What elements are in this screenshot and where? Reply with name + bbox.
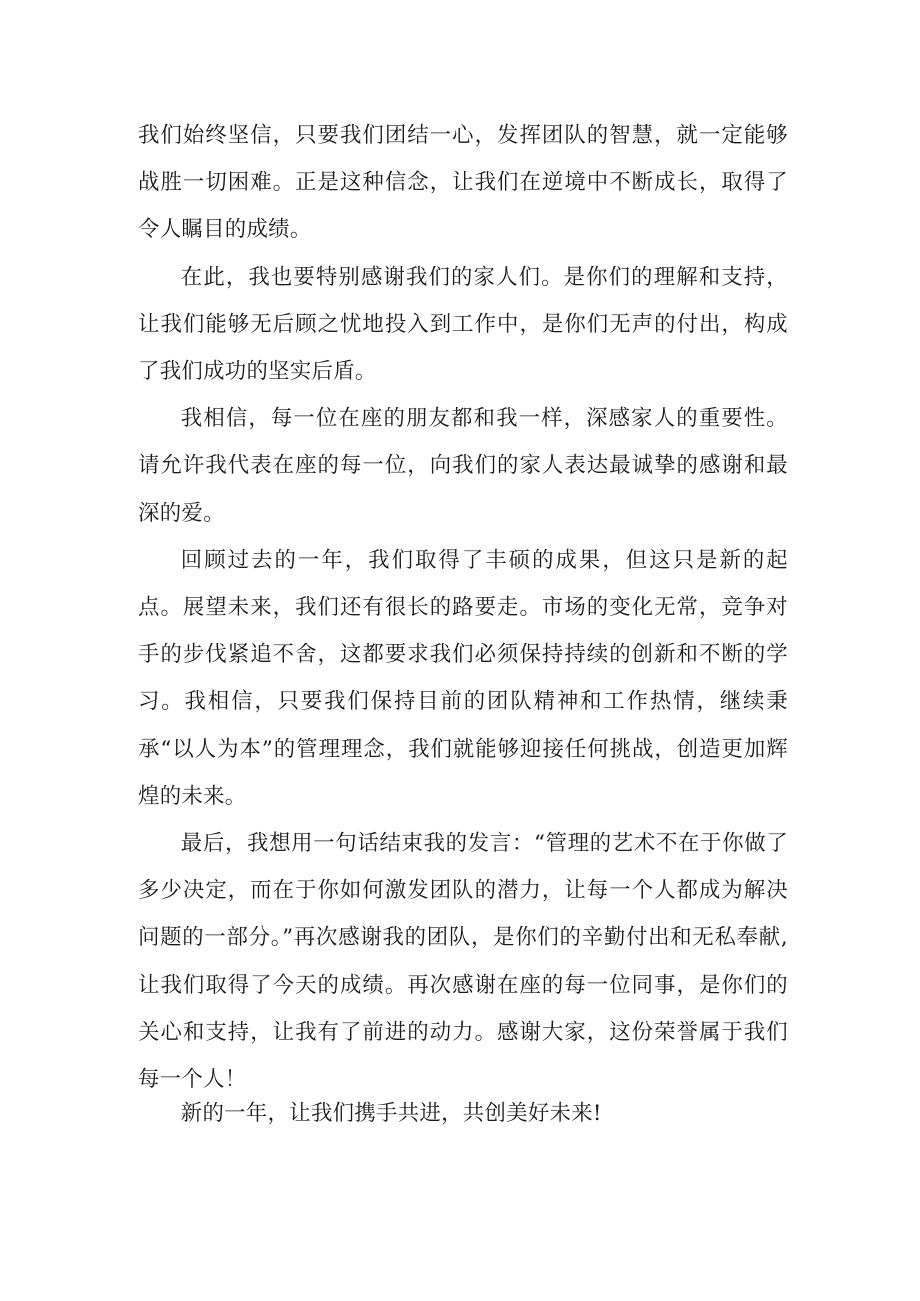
document-body — [138, 112, 788, 1137]
paragraph-2: 在此，我也要特别感谢我们的家人们。是你们的理解和支持，让我们能够无后顾之忧地投入到工作中，是你们无声的付出，构成了我们成功的坚实后盾。 — [138, 264, 788, 385]
paragraph-1: 我们始终坚信，只要我们团结一心，发挥团队的智慧，就一定能够战胜一切困难。正是这种信念，让我们在逆境中不断成长，取得了令人瞩目的成绩。 — [138, 123, 788, 243]
paragraph-5: 最后，我想用一句话结束我的发言：“管理的艺术不在于你做了多少决定，而在于你如何激发团队的潜力，让每一个人都成为解决问题的一部分。”再次感谢我的团队，是你们的辛勤付出和无私奉献,让我们取得了今天的成绩。再次感谢在座的每一位同事，是你们的关心和支持，让我有了前进的动力。感谢大家，这份荣誉属于我们每一个人！ — [138, 831, 788, 1093]
paragraph-6: 新的一年，让我们携手共进，共创美好未来! — [180, 1101, 602, 1127]
paragraph-4: 回顾过去的一年，我们取得了丰硕的成果，但这只是新的起点。展望未来，我们还有很长的路要走。市场的变化无常，竞争对手的步伐紧追不舍，这都要求我们必须保持持续的创新和不断的学习。我相信，只要我们保持目前的团队精神和工作热情，继续秉承“以人为本”的管理理念，我们就能够迎接任何挑战，创造更加辉煌的未来。 — [138, 547, 788, 809]
paragraph-3: 我相信，每一位在座的朋友都和我一样，深感家人的重要性。请允许我代表在座的每一位，向我们的家人表达最诚挚的感谢和最深的爱。 — [138, 406, 788, 526]
